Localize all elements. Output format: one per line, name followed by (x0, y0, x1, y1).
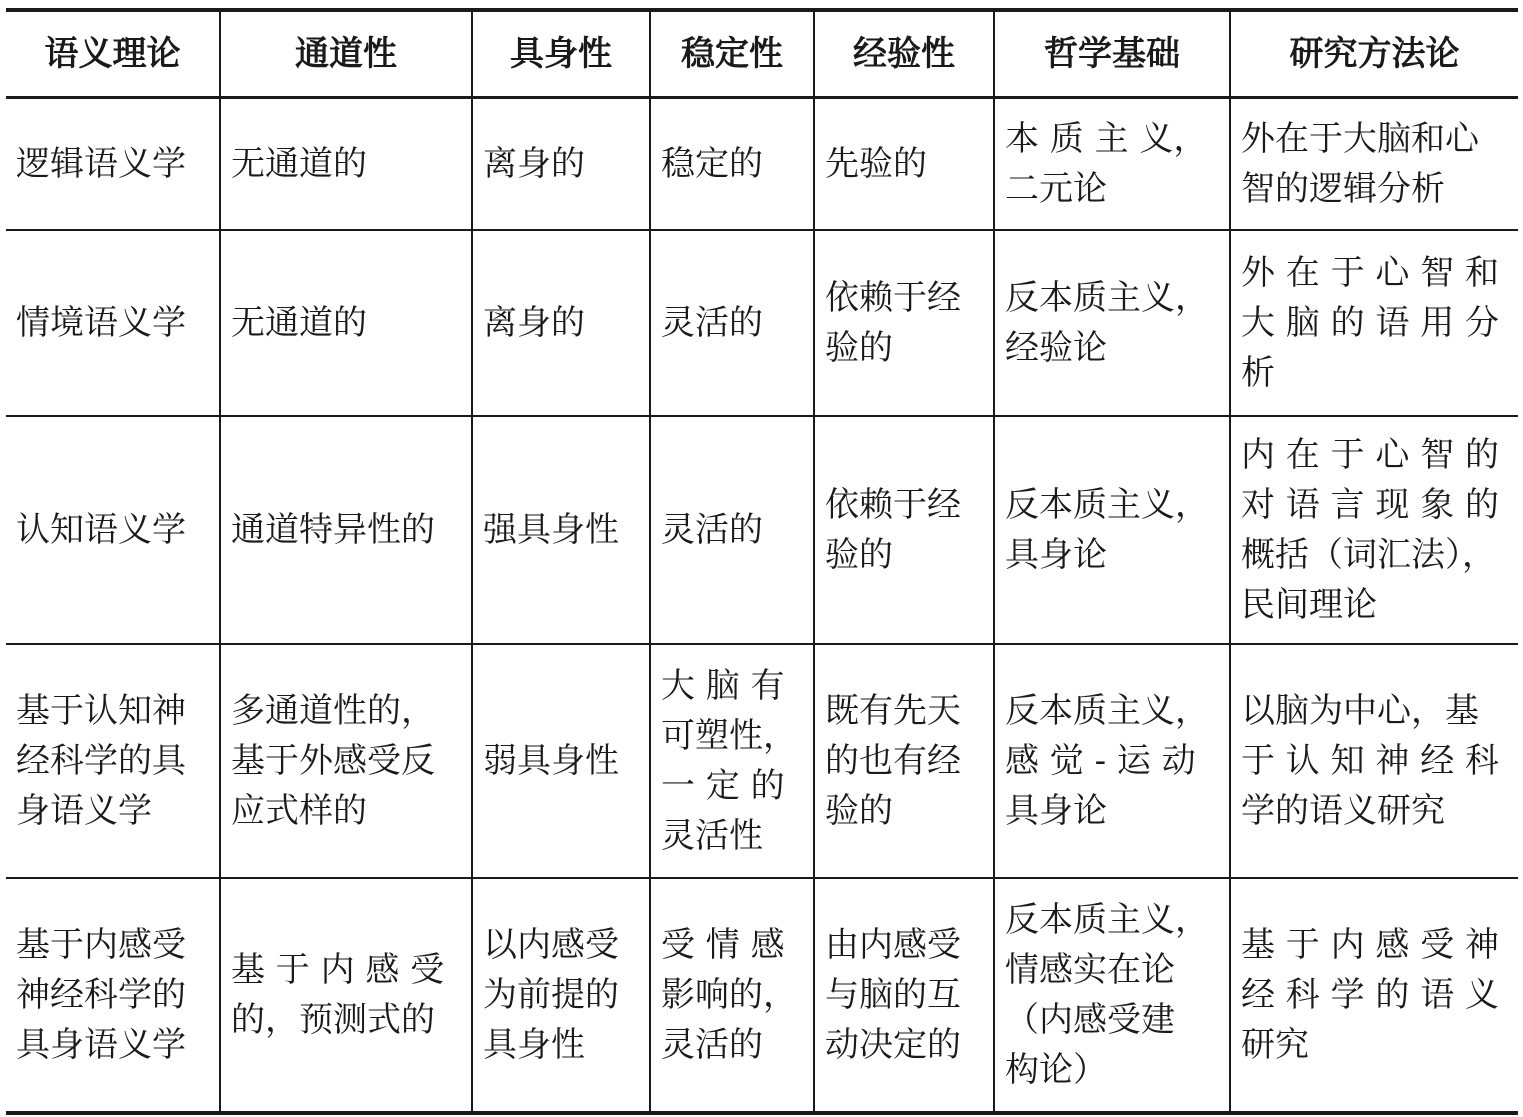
cell-modality: 无通道的 (220, 230, 472, 416)
table-header-row (6, 10, 1518, 98)
cell-experientiality: 依赖于经 验的 (814, 416, 994, 644)
cell-theory: 基于内感受 神经科学的 具身语义学 (6, 878, 220, 1113)
cell-stability: 大 脑 有 可塑性， 一 定 的 灵活性 (650, 644, 814, 878)
cell-experientiality: 由内感受 与脑的互 动决定的 (814, 878, 994, 1113)
header-research-methodology: 研究方法论 (1230, 10, 1518, 98)
cell-modality: 通道特异性的 (220, 416, 472, 644)
cell-experientiality: 既有先天 的也有经 验的 (814, 644, 994, 878)
cell-philosophy: 本 质 主 义， 二元论 (994, 98, 1230, 231)
cell-methodology: 外 在 于 心 智 和 大 脑 的 语 用 分 析 (1230, 230, 1518, 416)
cell-methodology: 外在于大脑和心 智的逻辑分析 (1230, 98, 1518, 231)
table-row (6, 644, 1518, 878)
cell-philosophy: 反本质主义， 情感实在论 （内感受建 构论） (994, 878, 1230, 1113)
cell-modality: 无通道的 (220, 98, 472, 231)
cell-embodiment: 离身的 (472, 230, 650, 416)
cell-experientiality: 先验的 (814, 98, 994, 231)
semantic-theories-table (6, 8, 1518, 1115)
table-row (6, 878, 1518, 1113)
cell-theory: 认知语义学 (6, 416, 220, 644)
cell-experientiality: 依赖于经 验的 (814, 230, 994, 416)
header-philosophical-basis: 哲学基础 (994, 10, 1230, 98)
cell-philosophy: 反本质主义， 经验论 (994, 230, 1230, 416)
table-row (6, 416, 1518, 644)
cell-modality: 基 于 内 感 受 的，预测式的 (220, 878, 472, 1113)
cell-theory: 逻辑语义学 (6, 98, 220, 231)
cell-stability: 稳定的 (650, 98, 814, 231)
header-experientiality: 经验性 (814, 10, 994, 98)
cell-methodology: 基 于 内 感 受 神 经 科 学 的 语 义 研究 (1230, 878, 1518, 1113)
table-row (6, 230, 1518, 416)
table-row (6, 98, 1518, 231)
cell-theory: 基于认知神 经科学的具 身语义学 (6, 644, 220, 878)
cell-methodology: 以脑为中心，基 于 认 知 神 经 科 学的语义研究 (1230, 644, 1518, 878)
cell-embodiment: 强具身性 (472, 416, 650, 644)
cell-embodiment: 离身的 (472, 98, 650, 231)
cell-philosophy: 反本质主义， 具身论 (994, 416, 1230, 644)
cell-philosophy: 反本质主义， 感 觉 - 运 动 具身论 (994, 644, 1230, 878)
header-modality: 通道性 (220, 10, 472, 98)
header-embodiment: 具身性 (472, 10, 650, 98)
comparison-table-container (6, 8, 1518, 1115)
cell-embodiment: 以内感受 为前提的 具身性 (472, 878, 650, 1113)
header-semantic-theory: 语义理论 (6, 10, 220, 98)
cell-stability: 受 情 感 影响的， 灵活的 (650, 878, 814, 1113)
cell-methodology: 内 在 于 心 智 的 对 语 言 现 象 的 概括（词汇法）， 民间理论 (1230, 416, 1518, 644)
cell-modality: 多通道性的， 基于外感受反 应式样的 (220, 644, 472, 878)
cell-theory: 情境语义学 (6, 230, 220, 416)
header-stability: 稳定性 (650, 10, 814, 98)
cell-embodiment: 弱具身性 (472, 644, 650, 878)
cell-stability: 灵活的 (650, 416, 814, 644)
cell-stability: 灵活的 (650, 230, 814, 416)
